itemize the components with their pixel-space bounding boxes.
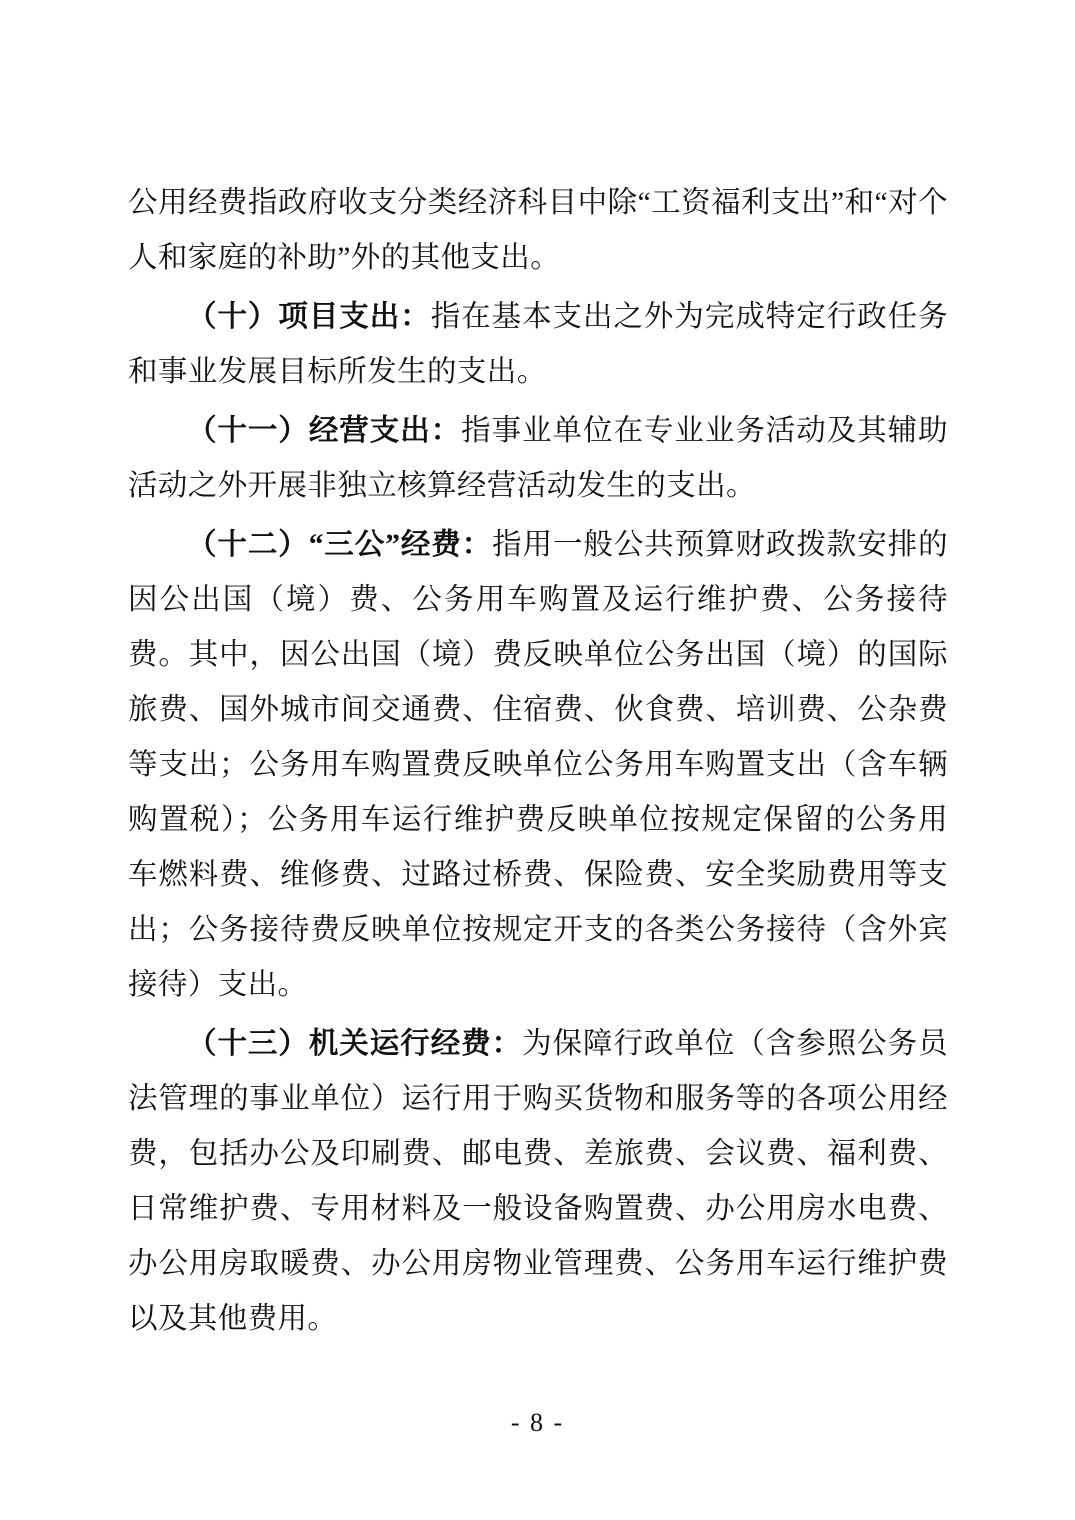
document-body bbox=[128, 176, 948, 1351]
paragraph-lead-label: （十一）经营支出： bbox=[187, 415, 462, 447]
page-number: - 8 - bbox=[510, 1408, 565, 1437]
paragraph-text: 为保障行政单位（含参照公务员法管理的事业单位）运行用于购买货物和服务等的各项公用经费，包括办公及印刷费、邮电费、差旅费、会议费、福利费、日常维护费、专用材料及一般设备购置费、办公用房水电费、办公用房取暖费、办公用房物业管理费、公务用车运行维护费以及其他费用。 bbox=[128, 1028, 948, 1335]
paragraph-item-11 bbox=[128, 404, 948, 514]
paragraph-public-expense bbox=[128, 176, 948, 286]
paragraph-text: 公用经费指政府收支分类经济科目中除“工资福利支出”和“对个人和家庭的补助”外的其他支出。 bbox=[128, 187, 948, 274]
paragraph-text: 指在基本支出之外为完成特定行政任务和事业发展目标所发生的支出。 bbox=[128, 301, 948, 388]
paragraph-lead-label: （十）项目支出： bbox=[187, 301, 431, 333]
paragraph-lead-label: （十三）机关运行经费： bbox=[187, 1028, 523, 1060]
paragraph-text: 指用一般公共预算财政拨款安排的因公出国（境）费、公务用车购置及运行维护费、公务接待费。其中，因公出国（境）费反映单位公务出国（境）的国际旅费、国外城市间交通费、住宿费、伙食费、培训费、公杂费等支出；公务用车购置费反映单位公务用车购置支出（含车辆购置税）；公务用车运行维护费反映单位按规定保留的公务用车燃料费、维修费、过路过桥费、保险费、安全奖励费用等支出；公务接待费反映单位按规定开支的各类公务接待（含外宾接待）支出。 bbox=[128, 529, 948, 1001]
paragraph-lead-label: （十二）“三公”经费： bbox=[187, 529, 493, 561]
paragraph-item-13 bbox=[128, 1017, 948, 1347]
paragraph-text: 指事业单位在专业业务活动及其辅助活动之外开展非独立核算经营活动发生的支出。 bbox=[128, 415, 948, 502]
paragraph-item-12 bbox=[128, 518, 948, 1013]
paragraph-item-10 bbox=[128, 290, 948, 400]
